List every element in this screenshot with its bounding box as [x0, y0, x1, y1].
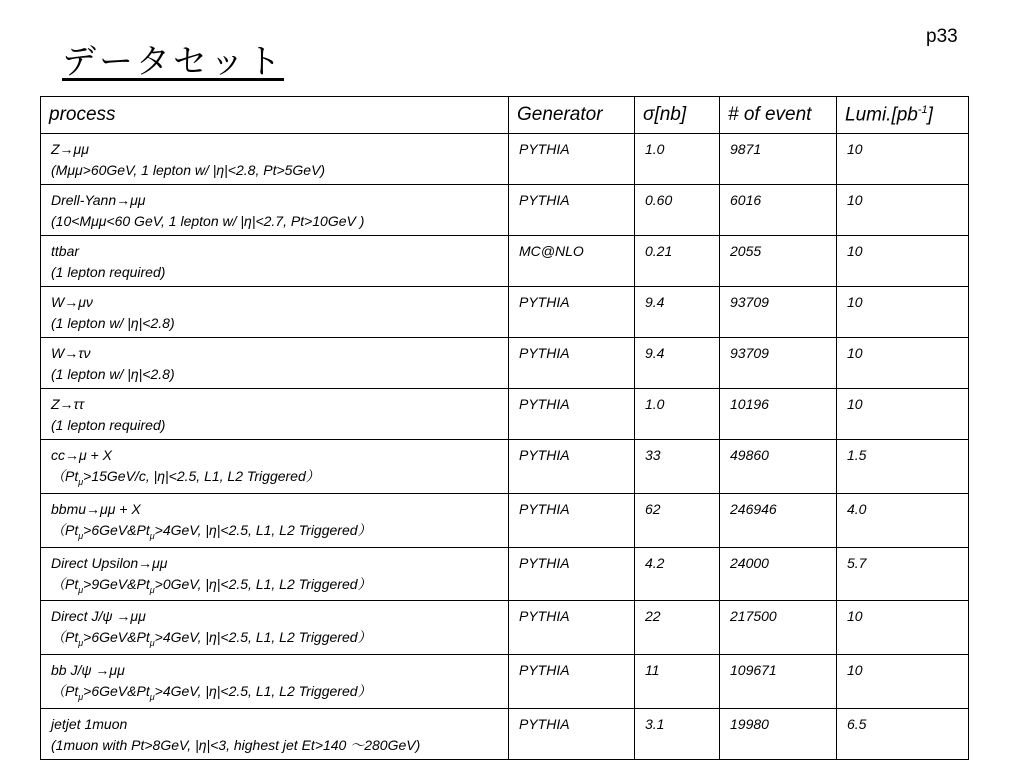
- cell-process: [41, 655, 509, 709]
- cell-events: 246946: [720, 493, 837, 547]
- process-conditions: [51, 574, 498, 601]
- condition-text: （Pt: [51, 468, 79, 484]
- dataset-table: [40, 96, 969, 760]
- condition-text: >9GeV&Pt: [83, 575, 150, 592]
- table-row: [41, 493, 969, 547]
- cell-process: [41, 134, 509, 185]
- cell-sigma: 4.2: [635, 547, 720, 601]
- cell-lumi: 1.5: [837, 440, 969, 494]
- process-name: jetjet 1muon: [51, 715, 128, 732]
- cell-events: 93709: [720, 287, 837, 338]
- condition-text: >6GeV&Pt: [83, 521, 150, 538]
- cell-process: [41, 338, 509, 389]
- cell-sigma: 11: [635, 655, 720, 709]
- header-generator: Generator: [509, 97, 635, 134]
- process-conditions: [51, 313, 498, 334]
- cell-events: 93709: [720, 338, 837, 389]
- header-lumi-sup: -1: [917, 103, 928, 116]
- header-lumi-close: ]: [927, 104, 933, 126]
- condition-text: (Mμμ>60GeV, 1 lepton w/ |η|<2.8, Pt>5GeV): [51, 162, 326, 178]
- process-conditions: [51, 415, 498, 436]
- cell-generator: MC@NLO: [509, 236, 635, 287]
- condition-text: （Pt: [51, 521, 79, 538]
- cell-lumi: 4.0: [837, 493, 969, 547]
- cell-lumi: 10: [837, 338, 969, 389]
- process-name: bbmu→μμ + X: [51, 500, 141, 517]
- condition-text: （Pt: [51, 575, 79, 592]
- cell-generator: PYTHIA: [509, 134, 635, 185]
- process-conditions: [51, 160, 498, 181]
- cell-process: [41, 185, 509, 236]
- cell-sigma: 3.1: [635, 708, 720, 759]
- cell-process: [41, 547, 509, 601]
- condition-text: >4GeV, |η|<2.5, L1, L2 Triggered）: [154, 683, 372, 700]
- table-row: [41, 655, 969, 709]
- cell-sigma: 62: [635, 493, 720, 547]
- process-name: Direct Upsilon→μμ: [51, 554, 168, 571]
- condition-subscript: μ: [149, 584, 155, 595]
- cell-events: 24000: [720, 547, 837, 601]
- cell-lumi: 10: [837, 287, 969, 338]
- condition-text: >4GeV, |η|<2.5, L1, L2 Triggered）: [154, 521, 372, 538]
- cell-generator: PYTHIA: [509, 185, 635, 236]
- cell-process: [41, 493, 509, 547]
- cell-generator: PYTHIA: [509, 708, 635, 759]
- table-row: [41, 601, 969, 655]
- cell-lumi: 10: [837, 185, 969, 236]
- cell-sigma: 1.0: [635, 134, 720, 185]
- cell-process: [41, 708, 509, 759]
- cell-generator: PYTHIA: [509, 440, 635, 494]
- table-row: [41, 287, 969, 338]
- condition-subscript: μ: [78, 691, 84, 702]
- process-name: Z→ττ: [51, 396, 85, 412]
- condition-text: >4GeV, |η|<2.5, L1, L2 Triggered）: [154, 629, 372, 646]
- cell-sigma: 0.21: [635, 236, 720, 287]
- process-name: ttbar: [51, 243, 80, 259]
- cell-lumi: 6.5: [837, 708, 969, 759]
- process-conditions: [51, 262, 498, 283]
- process-name: Z→μμ: [51, 141, 89, 157]
- condition-subscript: μ: [78, 584, 84, 595]
- header-process: process: [41, 97, 509, 134]
- cell-lumi: 10: [837, 655, 969, 709]
- condition-text: (10<Mμμ<60 GeV, 1 lepton w/ |η|<2.7, Pt>10GeV ): [51, 213, 365, 229]
- cell-lumi: 10: [837, 601, 969, 655]
- cell-sigma: 9.4: [635, 338, 720, 389]
- condition-text: >0GeV, |η|<2.5, L1, L2 Triggered）: [154, 575, 372, 592]
- process-name: Direct J/ψ →μμ: [51, 608, 146, 625]
- condition-subscript: μ: [149, 530, 155, 541]
- process-name: W→τν: [51, 345, 91, 361]
- cell-lumi: 10: [837, 134, 969, 185]
- condition-text: (1 lepton required): [51, 264, 166, 280]
- condition-text: （Pt: [51, 629, 79, 646]
- condition-text: (1 lepton w/ |η|<2.8): [51, 366, 175, 382]
- cell-events: 217500: [720, 601, 837, 655]
- table-row: [41, 440, 969, 494]
- cell-process: [41, 601, 509, 655]
- process-name: W→μν: [51, 294, 93, 310]
- condition-text: >6GeV&Pt: [83, 629, 150, 646]
- table-row: [41, 389, 969, 440]
- cell-lumi: 10: [837, 236, 969, 287]
- header-events: # of event: [720, 97, 837, 134]
- page-number: p33: [926, 26, 958, 47]
- process-conditions: [51, 466, 498, 493]
- header-sigma: σ[nb]: [635, 97, 720, 134]
- condition-subscript: μ: [78, 476, 84, 487]
- condition-subscript: μ: [78, 638, 84, 649]
- page-title: データセット: [62, 42, 284, 82]
- process-name: Drell-Yann→μμ: [51, 192, 146, 208]
- cell-events: 2055: [720, 236, 837, 287]
- cell-generator: PYTHIA: [509, 338, 635, 389]
- condition-text: (1 lepton w/ |η|<2.8): [51, 315, 175, 331]
- cell-generator: PYTHIA: [509, 493, 635, 547]
- condition-subscript: μ: [78, 530, 84, 541]
- header-lumi: [837, 97, 969, 134]
- cell-lumi: 10: [837, 389, 969, 440]
- cell-generator: PYTHIA: [509, 547, 635, 601]
- process-conditions: [51, 520, 498, 547]
- cell-events: 109671: [720, 655, 837, 709]
- cell-generator: PYTHIA: [509, 287, 635, 338]
- cell-process: [41, 389, 509, 440]
- cell-generator: PYTHIA: [509, 601, 635, 655]
- cell-events: 9871: [720, 134, 837, 185]
- process-conditions: [51, 364, 498, 385]
- process-name: bb J/ψ →μμ: [51, 662, 125, 679]
- cell-events: 6016: [720, 185, 837, 236]
- table-row: [41, 185, 969, 236]
- cell-sigma: 0.60: [635, 185, 720, 236]
- table-header-row: [41, 97, 969, 134]
- process-conditions: [51, 681, 498, 708]
- cell-generator: PYTHIA: [509, 389, 635, 440]
- condition-subscript: μ: [149, 691, 155, 702]
- table-row: [41, 547, 969, 601]
- table-body: [41, 134, 969, 760]
- condition-text: （Pt: [51, 683, 79, 700]
- cell-process: [41, 236, 509, 287]
- cell-events: 19980: [720, 708, 837, 759]
- condition-text: >6GeV&Pt: [83, 683, 150, 700]
- table-row: [41, 134, 969, 185]
- cell-sigma: 22: [635, 601, 720, 655]
- cell-events: 49860: [720, 440, 837, 494]
- cell-events: 10196: [720, 389, 837, 440]
- cell-sigma: 33: [635, 440, 720, 494]
- cell-lumi: 5.7: [837, 547, 969, 601]
- condition-text: >15GeV/c, |η|<2.5, L1, L2 Triggered）: [83, 468, 320, 484]
- cell-process: [41, 287, 509, 338]
- process-conditions: [51, 735, 498, 756]
- table-row: [41, 236, 969, 287]
- condition-text: (1 lepton required): [51, 417, 166, 433]
- condition-subscript: μ: [149, 638, 155, 649]
- process-name: cc→μ + X: [51, 447, 112, 463]
- condition-text: (1muon with Pt>8GeV, |η|<3, highest jet Et>140 〜280GeV): [51, 736, 421, 753]
- process-conditions: [51, 627, 498, 654]
- table-row: [41, 338, 969, 389]
- header-lumi-text: Lumi.[pb: [845, 104, 918, 126]
- process-conditions: [51, 211, 498, 232]
- cell-sigma: 1.0: [635, 389, 720, 440]
- cell-sigma: 9.4: [635, 287, 720, 338]
- table-row: [41, 708, 969, 759]
- cell-process: [41, 440, 509, 494]
- cell-generator: PYTHIA: [509, 655, 635, 709]
